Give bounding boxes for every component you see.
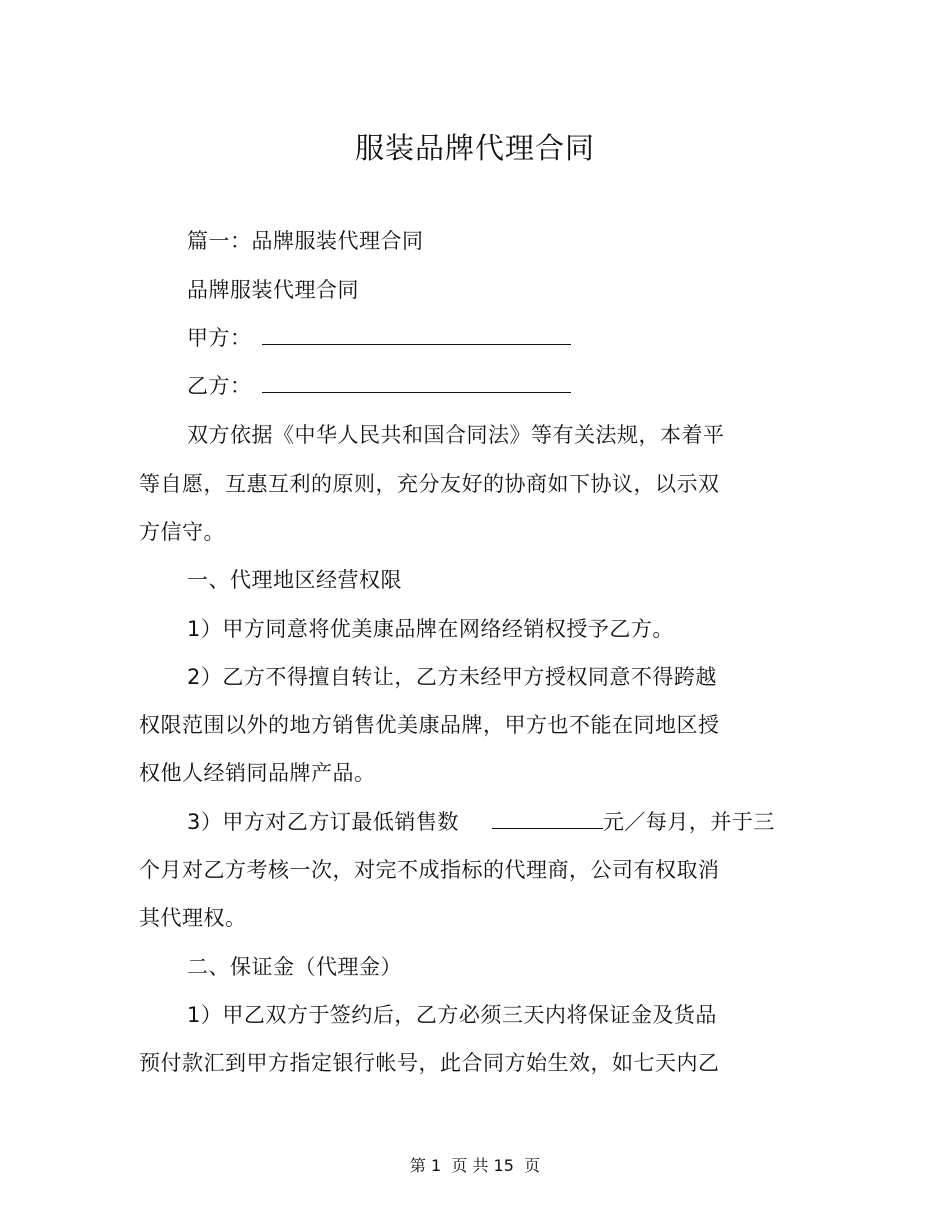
sales-minimum-blank bbox=[492, 808, 603, 829]
page-number: 第 1 页 共 15 页 bbox=[409, 1156, 541, 1175]
paragraph-line: 2）乙方不得擅自转让，乙方未经甲方授权同意不得跨越 bbox=[187, 665, 717, 689]
section-heading: 二、保证金（代理金） bbox=[187, 955, 402, 979]
party-a-line bbox=[187, 323, 571, 353]
party-b-blank bbox=[262, 372, 571, 393]
section-heading: 篇一：品牌服装代理合同 bbox=[187, 229, 424, 253]
party-a-blank bbox=[262, 324, 571, 345]
paragraph-line: 预付款汇到甲方指定银行帐号，此合同方始生效，如七天内乙 bbox=[139, 1051, 720, 1075]
paragraph-line: 权限范围以外的地方销售优美康品牌，甲方也不能在同地区授 bbox=[139, 713, 720, 737]
paragraph-line: 权他人经销同品牌产品。 bbox=[139, 761, 376, 785]
paragraph-line: 等自愿，互惠互利的原则，充分友好的协商如下协议，以示双 bbox=[139, 472, 720, 496]
paragraph-line: 1）甲方同意将优美康品牌在网络经销权授予乙方。 bbox=[187, 617, 674, 641]
sales-minimum-line bbox=[187, 807, 775, 837]
paragraph-line: 双方依据《中华人民共和国合同法》等有关法规，本着平 bbox=[187, 423, 725, 447]
sales-minimum-unit: 元／每月，并于三 bbox=[602, 810, 775, 834]
party-b-line bbox=[187, 371, 571, 401]
paragraph-line: 个月对乙方考核一次，对完不成指标的代理商，公司有权取消 bbox=[139, 858, 720, 882]
party-a-label: 甲方： bbox=[187, 326, 252, 350]
paragraph-line: 方信守。 bbox=[139, 520, 225, 544]
section-heading: 一、代理地区经营权限 bbox=[187, 568, 402, 592]
document-title: 服装品牌代理合同 bbox=[354, 131, 595, 165]
paragraph-line: 其代理权。 bbox=[139, 906, 247, 930]
party-b-label: 乙方： bbox=[187, 374, 252, 398]
contract-name: 品牌服装代理合同 bbox=[187, 278, 359, 302]
paragraph-line: 1）甲乙双方于签约后，乙方必须三天内将保证金及货品 bbox=[187, 1003, 717, 1027]
sales-minimum-text: 3）甲方对乙方订最低销售数 bbox=[187, 810, 459, 834]
